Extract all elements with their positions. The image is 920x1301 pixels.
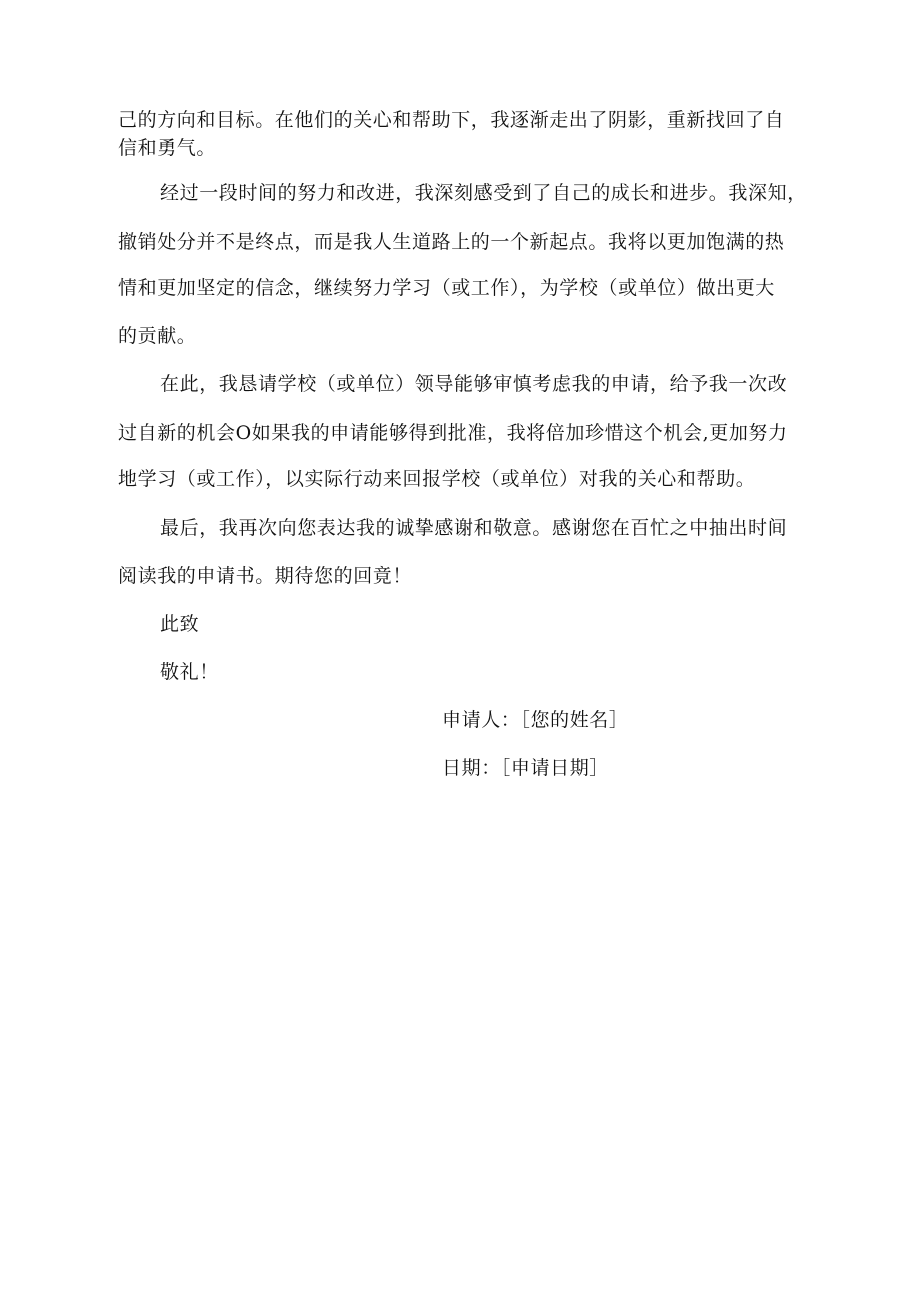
- paragraph-4-line-2: 阅读我的申请书。期待您的回竟！: [118, 565, 413, 587]
- closing-line-1: 此致: [160, 613, 200, 635]
- paragraph-3-line-1: 在此，我恳请学校（或单位）领导能够审慎考虑我的申请，给予我一次改: [160, 373, 788, 395]
- paragraph-2-line-2: 撤销处分并不是终点，而是我人生道路上的一个新起点。我将以更加饱满的热: [118, 231, 785, 253]
- paragraph-1-line-1: 己的方向和目标。在他们的关心和帮助下，我逐渐走出了阴影，重新找回了自: [118, 109, 785, 131]
- signature-date: 日期：［申请日期］: [442, 757, 609, 779]
- paragraph-1-line-2: 信和勇气。: [118, 137, 217, 159]
- paragraph-2-line-1: 经过一段时间的努力和改进，我深刻感受到了自己的成长和进步。我深知，: [160, 182, 807, 204]
- paragraph-4-line-1: 最后，我再次向您表达我的诚挚感谢和敬意。感谢您在百忙之中抽出时间: [160, 517, 788, 539]
- closing-line-2: 敬礼！: [160, 661, 219, 683]
- signature-applicant: 申请人：［您的姓名］: [442, 709, 629, 731]
- paragraph-2-line-4: 的贡献。: [118, 325, 197, 347]
- paragraph-3-line-3: 地学习（或工作），以实际行动来回报学校（或单位）对我的关心和帮助。: [118, 468, 756, 490]
- paragraph-2-line-3: 情和更加坚定的信念，继续努力学习（或工作），为学校（或单位）做出更大: [118, 277, 775, 299]
- paragraph-3-line-2: 过自新的机会O如果我的申请能够得到批准，我将倍加珍惜这个机会,更加努力: [118, 422, 788, 444]
